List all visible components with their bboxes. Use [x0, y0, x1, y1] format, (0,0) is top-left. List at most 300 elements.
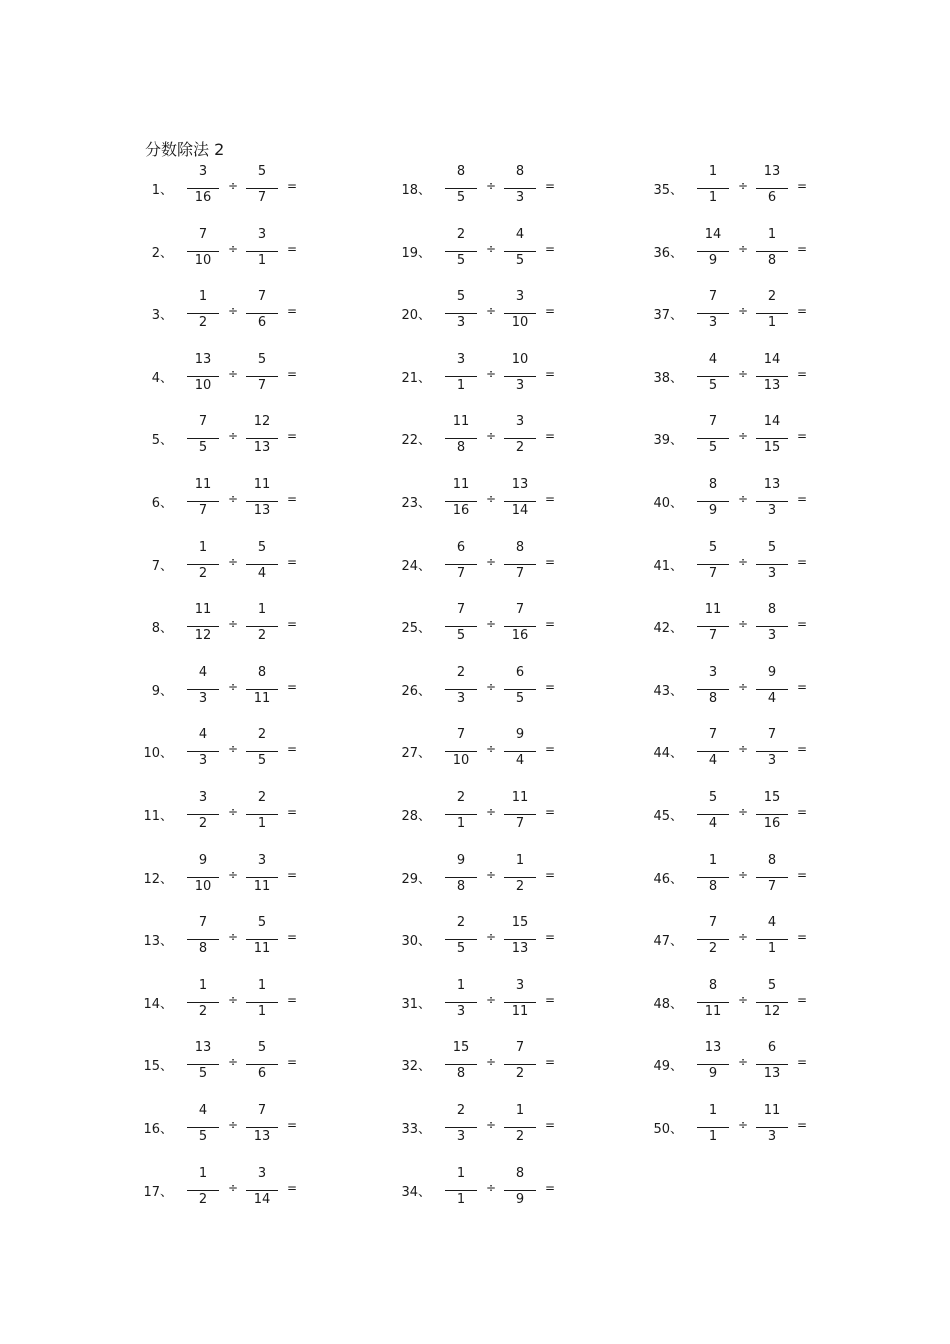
numerator: 8 [708, 977, 718, 993]
denominator: 8 [456, 440, 466, 456]
numerator: 3 [198, 164, 208, 179]
dividend-fraction [187, 853, 219, 901]
divide-sign: ÷ [228, 492, 239, 506]
numerator: 11 [452, 414, 470, 430]
fraction-bar [445, 1127, 477, 1128]
denominator: 3 [456, 1129, 466, 1144]
numerator: 5 [456, 289, 466, 305]
denominator: 4 [708, 816, 718, 831]
fraction-bar [697, 564, 729, 565]
fraction-bar [246, 751, 278, 752]
fraction-bar [697, 626, 729, 627]
divide-sign: ÷ [486, 742, 497, 757]
numerator: 1 [456, 977, 466, 993]
problem-item [403, 727, 573, 775]
divisor-fraction [756, 665, 788, 713]
problem-number: 5、 [151, 433, 173, 449]
problem-number: 26、 [401, 683, 431, 699]
fraction-bar [445, 751, 477, 752]
denominator: 2 [198, 565, 208, 581]
divide-sign: ÷ [228, 1118, 239, 1132]
problem-number: 11、 [143, 809, 173, 824]
numerator: 8 [767, 852, 777, 868]
fraction-bar [246, 251, 278, 252]
denominator: 11 [253, 941, 271, 957]
problem-item [655, 915, 825, 963]
dividend-fraction [697, 352, 729, 400]
numerator: 4 [708, 351, 718, 367]
equals-sign: = [545, 930, 556, 945]
denominator: 7 [456, 565, 466, 581]
problem-item [403, 853, 573, 901]
denominator: 7 [515, 816, 525, 831]
divide-sign: ÷ [228, 805, 239, 819]
problem-number: 44、 [653, 746, 683, 762]
fraction-bar [697, 814, 729, 815]
fraction-bar [445, 501, 477, 502]
dividend-fraction [445, 915, 477, 963]
problem-number: 13、 [143, 934, 173, 950]
problem-number: 2、 [151, 245, 173, 261]
numerator: 1 [515, 852, 525, 868]
divisor-fraction [504, 289, 536, 337]
fraction-bar [697, 188, 729, 189]
denominator: 3 [198, 690, 208, 706]
numerator: 13 [763, 164, 781, 179]
denominator: 2 [515, 440, 525, 456]
fraction-bar [504, 501, 536, 502]
denominator: 2 [708, 941, 718, 957]
equals-sign: = [797, 366, 808, 381]
fraction-bar [504, 939, 536, 940]
problem-item [145, 602, 315, 650]
divisor-fraction [504, 227, 536, 275]
fraction-bar [697, 313, 729, 314]
equals-sign: = [287, 304, 298, 319]
problem-number: 32、 [401, 1059, 431, 1075]
fraction-bar [756, 188, 788, 189]
divide-sign: ÷ [486, 241, 497, 256]
dividend-fraction [445, 978, 477, 1026]
divisor-fraction [504, 665, 536, 713]
problem-number: 38、 [653, 370, 683, 386]
divisor-fraction [756, 1103, 788, 1151]
fraction-bar [697, 939, 729, 940]
dividend-fraction [697, 1103, 729, 1151]
equals-sign: = [545, 492, 556, 506]
denominator: 7 [708, 565, 718, 581]
equals-sign: = [287, 1118, 298, 1132]
numerator: 1 [257, 602, 267, 618]
numerator: 7 [708, 727, 718, 743]
denominator: 8 [456, 1066, 466, 1082]
divisor-fraction [246, 227, 278, 275]
problem-number: 36、 [653, 245, 683, 261]
problem-item [403, 1040, 573, 1088]
dividend-fraction [187, 352, 219, 400]
fraction-bar [504, 814, 536, 815]
problem-number: 1、 [151, 183, 173, 198]
denominator: 13 [511, 941, 529, 957]
numerator: 11 [704, 602, 722, 618]
denominator: 1 [456, 377, 466, 393]
problem-item [655, 853, 825, 901]
dividend-fraction [445, 414, 477, 462]
denominator: 1 [767, 315, 777, 331]
denominator: 3 [767, 503, 777, 518]
dividend-fraction [187, 227, 219, 275]
numerator: 9 [456, 852, 466, 868]
problem-number: 30、 [401, 934, 431, 950]
equals-sign: = [287, 992, 298, 1007]
fraction-bar [756, 877, 788, 878]
denominator: 13 [253, 503, 271, 518]
problem-item [655, 727, 825, 775]
denominator: 1 [257, 252, 267, 268]
fraction-bar [756, 689, 788, 690]
fraction-bar [187, 1002, 219, 1003]
fraction-bar [187, 501, 219, 502]
denominator: 11 [253, 690, 271, 706]
dividend-fraction [187, 477, 219, 525]
dividend-fraction [697, 477, 729, 525]
denominator: 9 [515, 1191, 525, 1207]
problem-item [655, 540, 825, 588]
divide-sign: ÷ [228, 241, 239, 256]
divisor-fraction [756, 414, 788, 462]
problem-item [403, 1103, 573, 1151]
problem-item [655, 1040, 825, 1088]
numerator: 13 [511, 477, 529, 492]
denominator: 3 [515, 190, 525, 205]
denominator: 10 [452, 753, 470, 769]
dividend-fraction [697, 1040, 729, 1088]
problem-number: 42、 [653, 621, 683, 637]
problem-number: 43、 [653, 683, 683, 699]
fraction-bar [445, 689, 477, 690]
fraction-bar [187, 1190, 219, 1191]
problem-number: 40、 [653, 496, 683, 511]
dividend-fraction [697, 164, 729, 212]
numerator: 8 [515, 539, 525, 555]
problem-number: 6、 [151, 496, 173, 511]
divisor-fraction [246, 727, 278, 775]
fraction-bar [187, 376, 219, 377]
denominator: 3 [198, 753, 208, 769]
fraction-bar [504, 1190, 536, 1191]
denominator: 3 [767, 753, 777, 769]
dividend-fraction [187, 790, 219, 838]
numerator: 7 [257, 1103, 267, 1118]
divide-sign: ÷ [486, 1055, 497, 1070]
fraction-bar [187, 1127, 219, 1128]
fraction-bar [445, 188, 477, 189]
problem-number: 50、 [653, 1122, 683, 1137]
problem-item [655, 289, 825, 337]
dividend-fraction [187, 164, 219, 212]
fraction-bar [756, 1127, 788, 1128]
equals-sign: = [287, 679, 298, 694]
numerator: 2 [257, 727, 267, 743]
denominator: 1 [257, 816, 267, 831]
equals-sign: = [797, 992, 808, 1007]
fraction-bar [504, 751, 536, 752]
problem-number: 22、 [401, 433, 431, 449]
fraction-bar [187, 877, 219, 878]
problem-item [655, 790, 825, 838]
problem-number: 17、 [143, 1184, 173, 1200]
fraction-bar [246, 626, 278, 627]
problem-item [403, 477, 573, 525]
divisor-fraction [246, 1103, 278, 1151]
divisor-fraction [246, 352, 278, 400]
numerator: 3 [515, 977, 525, 993]
numerator: 8 [767, 602, 777, 618]
problem-item [403, 164, 573, 212]
denominator: 12 [194, 628, 212, 644]
divide-sign: ÷ [738, 429, 749, 444]
dividend-fraction [187, 1040, 219, 1088]
problem-item [145, 1166, 315, 1214]
problem-number: 47、 [653, 934, 683, 950]
equals-sign: = [545, 805, 556, 819]
numerator: 2 [767, 289, 777, 305]
equals-sign: = [545, 554, 556, 569]
problem-number: 31、 [401, 996, 431, 1012]
numerator: 10 [511, 351, 529, 367]
numerator: 1 [198, 977, 208, 993]
problem-number: 46、 [653, 871, 683, 887]
problem-item [403, 602, 573, 650]
numerator: 2 [257, 790, 267, 805]
divide-sign: ÷ [738, 492, 749, 506]
numerator: 8 [257, 664, 267, 680]
fraction-bar [187, 1064, 219, 1065]
problem-item [145, 352, 315, 400]
denominator: 1 [708, 1129, 718, 1144]
numerator: 4 [767, 915, 777, 931]
divide-sign: ÷ [228, 554, 239, 569]
fraction-bar [187, 751, 219, 752]
equals-sign: = [797, 241, 808, 256]
divisor-fraction [756, 727, 788, 775]
equals-sign: = [287, 867, 298, 882]
dividend-fraction [445, 540, 477, 588]
denominator: 16 [452, 503, 470, 518]
problem-number: 8、 [151, 621, 173, 637]
divide-sign: ÷ [738, 1118, 749, 1132]
fraction-bar [504, 188, 536, 189]
numerator: 3 [515, 289, 525, 305]
equals-sign: = [287, 1055, 298, 1070]
denominator: 3 [456, 315, 466, 331]
numerator: 13 [194, 1040, 212, 1056]
problem-item [403, 978, 573, 1026]
fraction-bar [756, 313, 788, 314]
divisor-fraction [756, 602, 788, 650]
divisor-fraction [246, 665, 278, 713]
divide-sign: ÷ [738, 179, 749, 193]
denominator: 3 [767, 565, 777, 581]
fraction-bar [756, 251, 788, 252]
divisor-fraction [246, 1040, 278, 1088]
divisor-fraction [756, 915, 788, 963]
problem-number: 10、 [143, 746, 173, 762]
divisor-fraction [504, 978, 536, 1026]
divisor-fraction [756, 477, 788, 525]
dividend-fraction [445, 665, 477, 713]
denominator: 8 [708, 878, 718, 894]
fraction-bar [445, 251, 477, 252]
problem-number: 25、 [401, 621, 431, 637]
dividend-fraction [697, 602, 729, 650]
numerator: 3 [708, 664, 718, 680]
fraction-bar [756, 939, 788, 940]
problem-item [145, 853, 315, 901]
denominator: 11 [253, 878, 271, 894]
equals-sign: = [545, 992, 556, 1007]
equals-sign: = [545, 179, 556, 193]
fraction-bar [445, 438, 477, 439]
divisor-fraction [504, 164, 536, 212]
equals-sign: = [545, 679, 556, 694]
divisor-fraction [246, 540, 278, 588]
numerator: 8 [456, 164, 466, 179]
equals-sign: = [287, 805, 298, 819]
fraction-bar [445, 313, 477, 314]
problem-number: 39、 [653, 433, 683, 449]
numerator: 3 [257, 226, 267, 242]
fraction-bar [504, 1127, 536, 1128]
fraction-bar [697, 689, 729, 690]
numerator: 2 [456, 664, 466, 680]
numerator: 13 [194, 351, 212, 367]
fraction-bar [187, 188, 219, 189]
dividend-fraction [187, 727, 219, 775]
divide-sign: ÷ [228, 304, 239, 319]
problem-item [655, 414, 825, 462]
dividend-fraction [187, 915, 219, 963]
problem-number: 20、 [401, 308, 431, 324]
equals-sign: = [545, 867, 556, 882]
denominator: 14 [511, 503, 529, 518]
problem-item [403, 227, 573, 275]
denominator: 2 [257, 628, 267, 644]
problem-number: 14、 [143, 996, 173, 1012]
problem-item [145, 915, 315, 963]
numerator: 9 [515, 727, 525, 743]
problem-number: 24、 [401, 558, 431, 574]
denominator: 5 [708, 440, 718, 456]
problem-number: 23、 [401, 496, 431, 511]
denominator: 3 [767, 1129, 777, 1144]
divisor-fraction [246, 915, 278, 963]
dividend-fraction [187, 1103, 219, 1151]
fraction-bar [445, 626, 477, 627]
divide-sign: ÷ [228, 179, 239, 193]
divide-sign: ÷ [228, 1055, 239, 1070]
numerator: 6 [515, 664, 525, 680]
problem-item [655, 227, 825, 275]
divide-sign: ÷ [486, 930, 497, 945]
equals-sign: = [545, 366, 556, 381]
divisor-fraction [246, 414, 278, 462]
fraction-bar [445, 1002, 477, 1003]
denominator: 13 [253, 1129, 271, 1144]
numerator: 2 [456, 1103, 466, 1118]
fraction-bar [187, 251, 219, 252]
denominator: 13 [763, 1066, 781, 1082]
denominator: 2 [198, 1191, 208, 1207]
numerator: 4 [198, 1103, 208, 1118]
numerator: 7 [708, 414, 718, 430]
denominator: 5 [456, 628, 466, 644]
problem-item [145, 477, 315, 525]
denominator: 6 [767, 190, 777, 205]
fraction-bar [246, 1002, 278, 1003]
fraction-bar [756, 501, 788, 502]
fraction-bar [697, 501, 729, 502]
dividend-fraction [445, 853, 477, 901]
problem-number: 27、 [401, 746, 431, 762]
divisor-fraction [504, 1166, 536, 1214]
fraction-bar [246, 313, 278, 314]
divide-sign: ÷ [738, 617, 749, 632]
equals-sign: = [287, 930, 298, 945]
dividend-fraction [445, 1103, 477, 1151]
denominator: 5 [515, 252, 525, 268]
denominator: 8 [198, 941, 208, 957]
divisor-fraction [246, 853, 278, 901]
problem-item [655, 1103, 825, 1151]
numerator: 1 [708, 852, 718, 868]
numerator: 1 [767, 226, 777, 242]
numerator: 5 [767, 977, 777, 993]
divisor-fraction [246, 477, 278, 525]
divide-sign: ÷ [738, 805, 749, 819]
fraction-bar [187, 689, 219, 690]
divide-sign: ÷ [228, 930, 239, 945]
numerator: 7 [198, 915, 208, 931]
problem-item [655, 477, 825, 525]
dividend-fraction [187, 289, 219, 337]
fraction-bar [504, 626, 536, 627]
dividend-fraction [445, 790, 477, 838]
numerator: 8 [515, 164, 525, 179]
numerator: 9 [198, 852, 208, 868]
fraction-bar [187, 626, 219, 627]
problem-number: 21、 [401, 370, 431, 386]
dividend-fraction [187, 414, 219, 462]
denominator: 9 [708, 252, 718, 268]
divide-sign: ÷ [228, 742, 239, 757]
denominator: 5 [257, 753, 267, 769]
denominator: 5 [198, 440, 208, 456]
denominator: 1 [257, 1003, 267, 1019]
divisor-fraction [246, 164, 278, 212]
numerator: 1 [257, 977, 267, 993]
denominator: 16 [511, 628, 529, 644]
divide-sign: ÷ [228, 992, 239, 1007]
denominator: 2 [198, 1003, 208, 1019]
denominator: 5 [456, 190, 466, 205]
problem-item [145, 227, 315, 275]
equals-sign: = [797, 554, 808, 569]
problem-item [145, 540, 315, 588]
denominator: 12 [763, 1003, 781, 1019]
denominator: 11 [511, 1003, 529, 1019]
fraction-bar [756, 438, 788, 439]
